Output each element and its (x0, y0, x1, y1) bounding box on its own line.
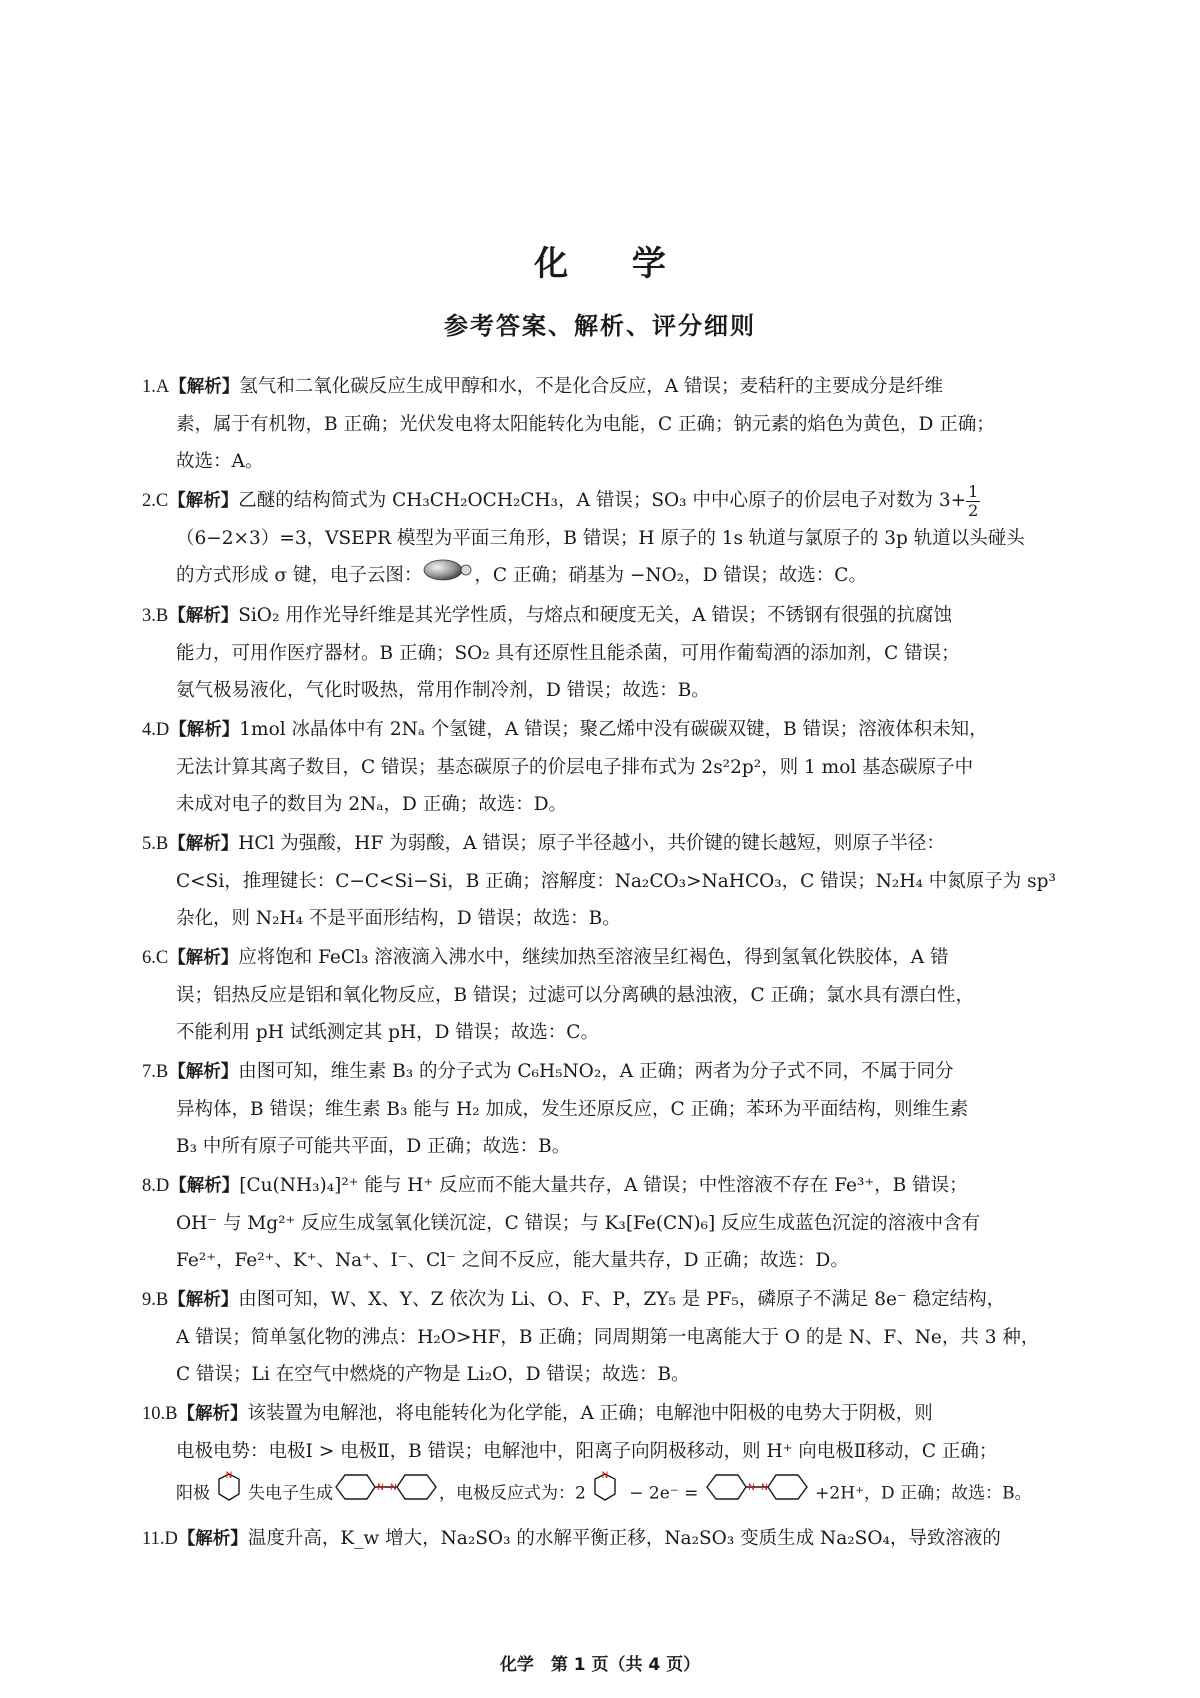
answer-text: SiO₂ 用作光导纤维是其光学性质，与熔点和硬度无关，A 错误；不锈钢有很强的抗腐蚀 (238, 604, 953, 626)
answer-number: 1.A (142, 377, 170, 397)
answer-list (142, 368, 1070, 1560)
answer-item-7 (142, 1053, 1070, 1165)
answer-text: 素，属于有机物，B 正确；光伏发电将太阳能转化为电能，C 正确；钠元素的焰色为黄色，D 正确； (176, 414, 995, 435)
fraction-denominator: 2 (968, 500, 979, 520)
answer-text: 故选：A。 (176, 451, 264, 472)
answer-text: 异构体，B 错误；维生素 B₃ 能与 H₂ 加成，发生还原反应，C 正确；苯环为平面结构，则维生素 (176, 1098, 969, 1120)
answer-text: 乙醚的结构简式为 CH₃CH₂OCH₂CH₃，A 错误；SO₃ 中中心原子的价层电子对数为 3+ (238, 490, 967, 511)
svg-text:N: N (760, 1482, 768, 1493)
answer-item-9 (142, 1281, 1070, 1393)
analysis-tag: 【解析】 (169, 1175, 240, 1196)
svg-text:N: N (601, 1470, 609, 1481)
analysis-tag: 【解析】 (169, 377, 240, 397)
sigma-bond-orbital-icon (422, 558, 474, 595)
answer-text: 1mol 冰晶体中有 2Nₐ 个氢键，A 错误；聚乙烯中没有碳碳双键，B 错误；溶液体积未知， (239, 718, 988, 740)
answer-text: 失电子生成 (248, 1483, 333, 1503)
answer-text: Fe²⁺，Fe²⁺、K⁺、Na⁺、I⁻、Cl⁻ 之间不反应，能大量共存，D 正确；故选：D。 (176, 1249, 849, 1271)
page-title: 化 学 (534, 244, 692, 284)
answer-text: 由图可知，维生素 B₃ 的分子式为 C₆H₅NO₂，A 正确；两者为分子式不同，不属于同分 (238, 1060, 954, 1082)
answer-text: 应将饱和 FeCl₃ 溶液滴入沸水中，继续加热至溶液呈红褐色，得到氢氧化铁胶体，A 错 (238, 946, 949, 968)
answer-number: 7.B (142, 1061, 169, 1082)
answer-item-1 (142, 368, 1070, 480)
answer-number: 6.C (142, 947, 169, 968)
analysis-tag: 【解析】 (169, 719, 240, 740)
answer-number: 10.B (142, 1403, 178, 1424)
answer-item-4 (142, 711, 1070, 823)
answer-text: OH⁻ 与 Mg²⁺ 反应生成氢氧化镁沉淀，C 错误；与 K₃[Fe(CN)₆] 反应生成蓝色沉淀的溶液中含有 (176, 1212, 981, 1234)
answer-text: 电极电势：电极Ⅰ > 电极Ⅱ，B 错误；电解池中，阳离子向阴极移动，则 H⁺ 向电极Ⅱ移动，C 正确； (176, 1440, 998, 1462)
page-subtitle: 参考答案、解析、评分细则 (444, 312, 756, 340)
bipiperidine-structure-icon (704, 1470, 810, 1518)
analysis-tag: 【解析】 (177, 1403, 248, 1424)
svg-text:N: N (747, 1482, 755, 1493)
answer-item-10 (142, 1395, 1070, 1518)
answer-text: 氨气极易液化，气化时吸热，常用作制冷剂，D 错误；故选：B。 (176, 679, 710, 701)
bipiperidine-structure-icon (333, 1470, 439, 1518)
answer-number: 9.B (142, 1289, 169, 1310)
fraction-numerator: 1 (968, 481, 979, 501)
svg-text:N: N (390, 1482, 397, 1493)
analysis-tag: 【解析】 (168, 833, 239, 854)
answer-text: +2H⁺，D 正确；故选：B。 (809, 1483, 1032, 1503)
answer-text: 的方式形成 σ 键，电子云图： (176, 565, 423, 586)
answer-item-2 (142, 482, 1070, 595)
answer-text: 未成对电子的数目为 2Nₐ，D 正确；故选：D。 (176, 793, 568, 815)
answer-number: 5.B (142, 833, 169, 854)
answer-text: 无法计算其离子数目，C 错误；基态碳原子的价层电子排布式为 2s²2p²，则 1 mol 基态碳原子中 (176, 756, 974, 778)
answer-number: 3.B (142, 605, 169, 626)
answer-item-5 (142, 825, 1070, 937)
answer-text: 误；铝热反应是铝和氧化物反应，B 错误；过滤可以分离碘的悬浊液，C 正确；氯水具有漂白性， (176, 984, 975, 1006)
answer-text: B₃ 中所有原子可能共平面，D 正确；故选：B。 (176, 1135, 571, 1157)
answer-item-8 (142, 1167, 1070, 1279)
piperidine-structure-icon (586, 1470, 624, 1518)
answer-text: （6−2×3）=3，VSEPR 模型为平面三角形，B 错误；H 原子的 1s 轨道与氯原子的 3p 轨道以头碰头 (176, 528, 1025, 549)
answer-text: 不能利用 pH 试纸测定其 pH，D 错误；故选：C。 (176, 1021, 599, 1043)
answer-text: 温度升高，K_w 增大，Na₂SO₃ 的水解平衡正移，Na₂SO₃ 变质生成 Na₂SO₄，导致溶液的 (247, 1527, 1001, 1549)
svg-text:N: N (225, 1470, 233, 1481)
svg-text:N: N (377, 1482, 384, 1493)
answer-number: 2.C (142, 491, 169, 511)
analysis-tag: 【解析】 (168, 947, 239, 968)
answer-text: 该装置为电解池，将电能转化为化学能，A 正确；电解池中阳极的电势大于阴极，则 (247, 1402, 933, 1424)
answer-text: 氢气和二氧化碳反应生成甲醇和水，不是化合反应，A 错误；麦秸秆的主要成分是纤维 (239, 376, 943, 397)
piperidine-structure-icon (210, 1470, 248, 1518)
analysis-tag: 【解析】 (168, 605, 239, 626)
answer-text: 杂化，则 N₂H₄ 不是平面形结构，D 错误；故选：B。 (176, 907, 621, 929)
answer-item-3 (142, 597, 1070, 709)
analysis-tag: 【解析】 (168, 1061, 239, 1082)
answer-text: 阳极 (176, 1483, 210, 1503)
answer-text: HCl 为强酸，HF 为弱酸，A 错误；原子半径越小，共价键的键长越短，则原子半径： (238, 832, 945, 854)
answer-item-6 (142, 939, 1070, 1051)
answer-text: ，C 正确；硝基为 −NO₂，D 错误；故选：C。 (474, 565, 867, 586)
analysis-tag: 【解析】 (168, 1289, 239, 1310)
answer-text: − 2e⁻ = (623, 1483, 704, 1503)
answer-text: A 错误；简单氢化物的沸点：H₂O>HF，B 正确；同周期第一电离能大于 O 的是 N、F、Ne，共 3 种， (176, 1326, 1040, 1348)
answer-number: 8.D (142, 1175, 170, 1196)
answer-item-11 (142, 1520, 1070, 1558)
answer-text: [Cu(NH₃)₄]²⁺ 能与 H⁺ 反应而不能大量共存，A 错误；中性溶液不存在 Fe³⁺，B 错误； (239, 1174, 968, 1196)
answer-text: C 错误；Li 在空气中燃烧的产物是 Li₂O，D 错误；故选：B。 (176, 1363, 690, 1385)
page-footer: 化学 第 1 页（共 4 页） (499, 1655, 701, 1675)
answer-number: 4.D (142, 719, 170, 740)
analysis-tag: 【解析】 (177, 1528, 248, 1549)
answer-text: 能力，可用作医疗器材。B 正确；SO₂ 具有还原性且能杀菌，可用作葡萄酒的添加剂，C 错误； (176, 642, 960, 664)
answer-number: 11.D (142, 1528, 178, 1549)
fraction (966, 483, 980, 520)
answer-text: 由图可知，W、X、Y、Z 依次为 Li、O、F、P，ZY₅ 是 PF₅，磷原子不满足 8e⁻ 稳定结构， (238, 1288, 1006, 1310)
answer-text: ，电极反应式为：2 (439, 1483, 586, 1503)
analysis-tag: 【解析】 (168, 491, 239, 511)
answer-text: C<Si，推理键长：C−C<Si−Si，B 正确；溶解度：Na₂CO₃>NaHCO₃，C 错误；N₂H₄ 中氮原子为 sp³ (176, 870, 1056, 892)
